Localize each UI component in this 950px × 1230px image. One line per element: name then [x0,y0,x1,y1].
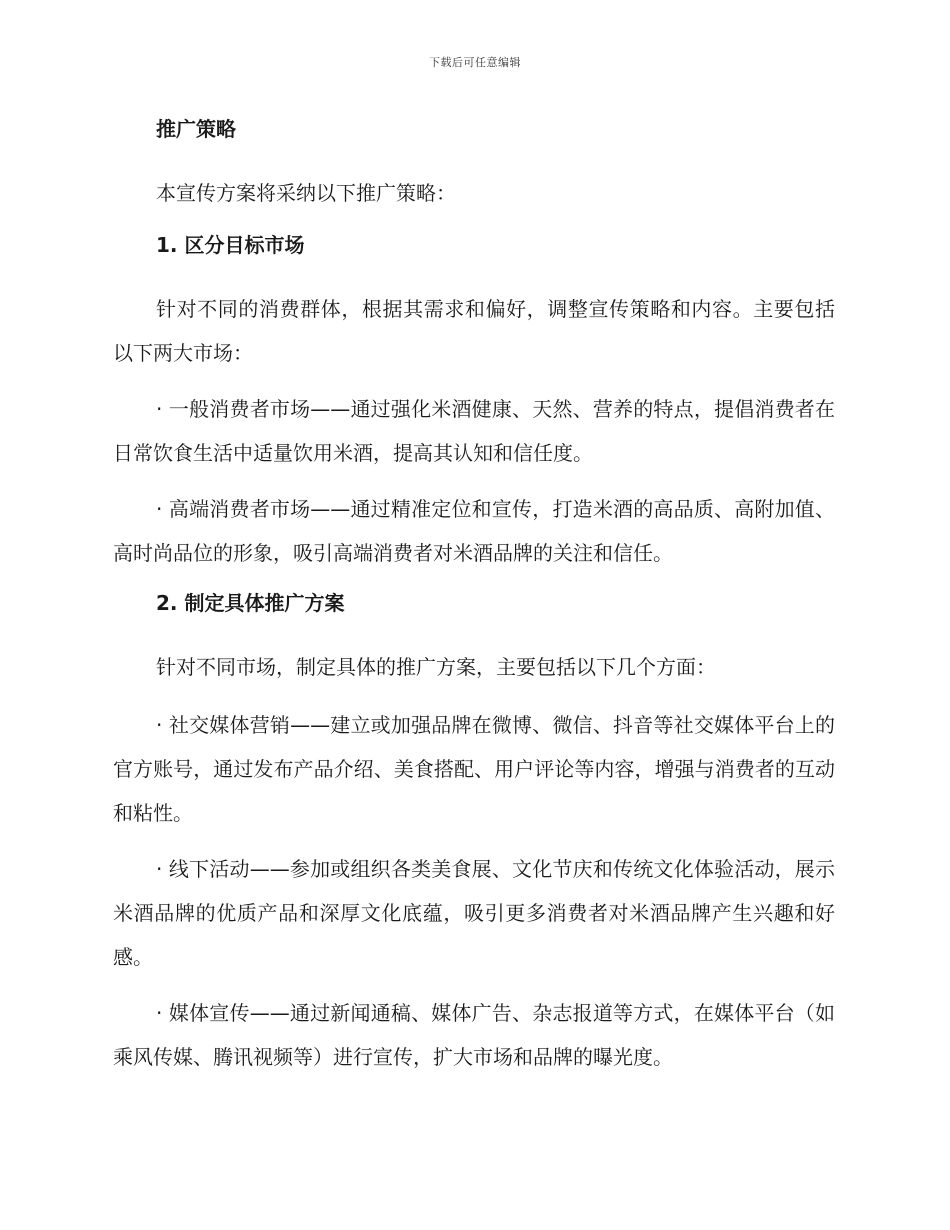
paragraph: 针对不同的消费群体，根据其需求和偏好，调整宣传策略和内容。主要包括以下两大市场： [113,297,835,365]
paragraph: 本宣传方案将采纳以下推广策略： [156,181,456,205]
bullet-paragraph: · 媒体宣传——通过新闻通稿、媒体广告、杂志报道等方式，在媒体平台（如乘风传媒、腾讯视频等）进行宣传，扩大市场和品牌的曝光度。 [113,1001,835,1069]
section-heading: 2. 制定具体推广方案 [156,591,345,615]
paragraph: 针对不同市场，制定具体的推广方案，主要包括以下几个方面： [156,655,716,679]
bullet-paragraph: · 社交媒体营销——建立或加强品牌在微博、微信、抖音等社交媒体平台上的官方账号，通过发布产品介绍、美食搭配、用户评论等内容，增强与消费者的互动和粘性。 [113,713,835,825]
page-header-note: 下载后可任意编辑 [429,56,521,69]
section-heading: 推广策略 [156,117,236,141]
bullet-paragraph: · 线下活动——参加或组织各类美食展、文化节庆和传统文化体验活动，展示米酒品牌的优质产品和深厚文化底蕴，吸引更多消费者对米酒品牌产生兴趣和好感。 [113,857,835,969]
bullet-paragraph: · 高端消费者市场——通过精准定位和宣传，打造米酒的高品质、高附加值、高时尚品位的形象，吸引高端消费者对米酒品牌的关注和信任。 [113,497,835,565]
document-body [113,113,835,1091]
bullet-paragraph: · 一般消费者市场——通过强化米酒健康、天然、营养的特点，提倡消费者在日常饮食生活中适量饮用米酒，提高其认知和信任度。 [113,397,835,465]
section-heading: 1. 区分目标市场 [156,233,305,257]
